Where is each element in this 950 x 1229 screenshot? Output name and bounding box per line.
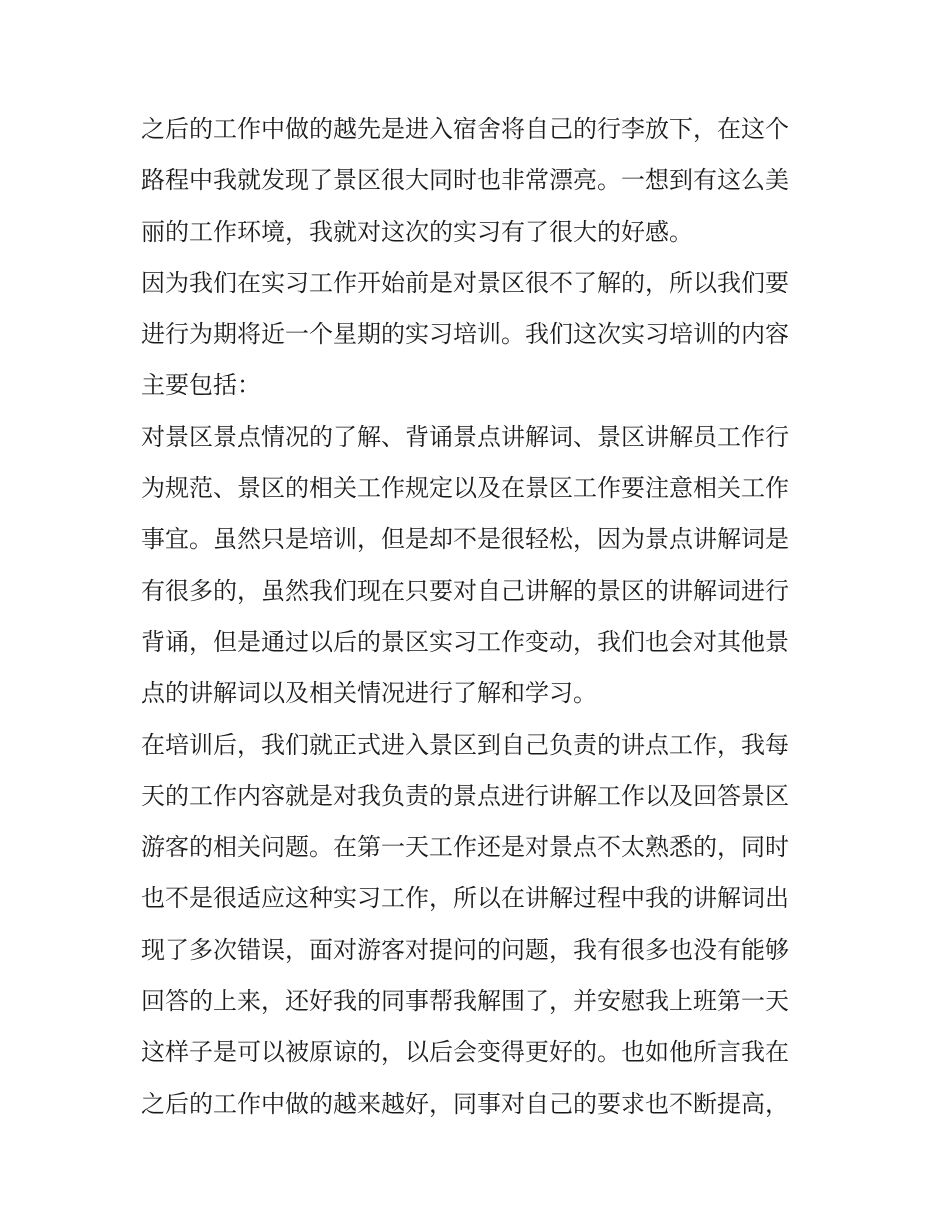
text-line: 因为我们在实习工作开始前是对景区很不了解的，所以我们要	[141, 268, 789, 297]
text-line: 也不是很适应这种实习工作，所以在讲解过程中我的讲解词出	[141, 884, 789, 913]
text-line: 之后的工作中做的越先是进入宿舍将自己的行李放下，在这个	[141, 115, 789, 143]
text-line: 之后的工作中做的越来越好，同事对自己的要求也不断提高，	[141, 1089, 789, 1118]
text-line: 有很多的，虽然我们现在只要对自己讲解的景区的讲解词进行	[141, 576, 789, 605]
body-text	[141, 104, 813, 1130]
text-line: 现了多次错误，面对游客对提问的问题，我有很多也没有能够	[141, 935, 789, 964]
text-line: 这样子是可以被原谅的，以后会变得更好的。也如他所言我在	[141, 1038, 789, 1067]
text-line: 事宜。虽然只是培训，但是却不是很轻松，因为景点讲解词是	[141, 525, 789, 554]
text-line: 主要包括：	[141, 371, 261, 400]
text-line: 对景区景点情况的了解、背诵景点讲解词、景区讲解员工作行	[141, 422, 789, 451]
text-line: 丽的工作环境，我就对这次的实习有了很大的好感。	[141, 217, 693, 246]
text-line: 回答的上来，还好我的同事帮我解围了，并安慰我上班第一天	[141, 987, 789, 1016]
text-line: 在培训后，我们就正式进入景区到自己负责的讲点工作，我每	[141, 730, 789, 759]
text-line: 背诵，但是通过以后的景区实习工作变动，我们也会对其他景	[141, 627, 789, 656]
text-line: 点的讲解词以及相关情况进行了解和学习。	[141, 679, 597, 708]
text-line: 路程中我就发现了景区很大同时也非常漂亮。一想到有这么美	[141, 166, 789, 195]
text-line: 为规范、景区的相关工作规定以及在景区工作要注意相关工作	[141, 474, 789, 503]
text-line: 游客的相关问题。在第一天工作还是对景点不太熟悉的，同时	[141, 833, 789, 862]
text-line: 进行为期将近一个星期的实习培训。我们这次实习培训的内容	[141, 320, 789, 349]
text-line: 天的工作内容就是对我负责的景点进行讲解工作以及回答景区	[141, 781, 789, 810]
